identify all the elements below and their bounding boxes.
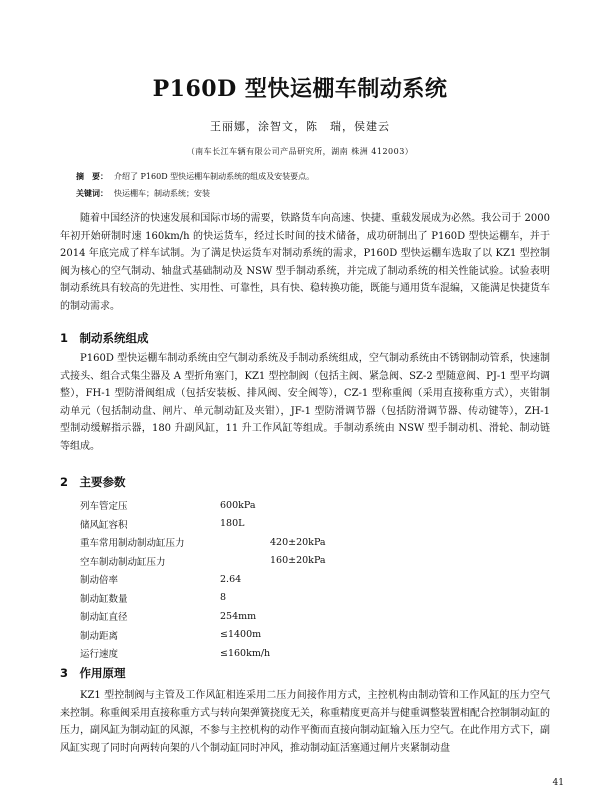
param-row (80, 589, 500, 608)
section-1-paragraph: P160D 型快运棚车制动系统由空气制动系统及手制动系统组成，空气制动系统由不锈钢制动管系，快速制式接头、组合式集尘器及 A 型折角塞门，KZ1 型控制阀（包括主阀、紧急阀、SZ-2 型随意阀、PJ-1 型平均调整），FH-1 型防滑阀组成（包括安装板、排风阀、安全阀等），CZ-1 型称重阀（采用直接称重方式），夹钳制动单元（包括制动盘、闸片、单元制动缸及夹钳），JF-1 型防滑调节器（包括防滑调节器、传动键等），ZH-1 型制动缓解指示器，180 升副风缸，11 升工作风缸等组成。手制动系统由 NSW 型手制动机、滑轮、制动链等组成。 (60, 353, 550, 452)
param-value: ≤1400m (220, 629, 262, 641)
section-1-heading: 1 制动系统组成 (60, 331, 149, 345)
affiliation: （南车长江车辆有限公司产品研究所，湖南 株洲 412003） (186, 147, 414, 156)
param-value: 254mm (220, 610, 257, 622)
param-label: 运行速度 (80, 649, 119, 661)
param-label: 制动缸直径 (80, 612, 128, 624)
paper-title: P160D 型快运棚车制动系统 (152, 76, 448, 102)
keywords (76, 187, 546, 200)
param-label: 储风缸容积 (80, 519, 128, 531)
param-value: 180L (220, 518, 245, 530)
param-value: ≤160km/h (220, 647, 271, 659)
param-value: 600kPa (220, 499, 256, 511)
parameter-table (80, 496, 500, 663)
keywords-label: 关键词： (76, 188, 108, 198)
param-label: 制动倍率 (80, 575, 119, 587)
param-label: 重车常用制动制动缸压力 (80, 538, 185, 550)
param-row (80, 570, 500, 589)
keywords-text: 快运棚车；制动系统；安装 (114, 189, 210, 198)
param-row (80, 626, 500, 645)
param-row (80, 496, 500, 515)
param-row (80, 533, 500, 552)
intro-paragraph: 随着中国经济的快速发展和国际市场的需要，铁路货车向高速、快捷、重载发展成为必然。我公司于 2000 年初开始研制时速 160km/h 的快运货车，经过长时间的技术储备，成功研制出了 P160D 型快运棚车，并于 2014 年底完成了样车试制。为了满足快运货车对制动系统的需求，P160D 型快运棚车选取了以 KZ1 型控制阀为核心的空气制动、轴盘式基础制动及 NSW 型手制动系统，并完成了制动系统的相关性能试验。试验表明制动系统具有较高的先进性、实用性、可靠性，具有快、稳转换功能，既能与通用货车混编，又能满足快捷货车的制动需求。 (60, 213, 550, 312)
page-number: 41 (552, 778, 564, 788)
param-row (80, 515, 500, 534)
param-value: 160±20kPa (270, 555, 326, 567)
abstract-text: 介绍了 P160D 型快运棚车制动系统的组成及安装要点。 (114, 172, 315, 181)
param-value: 420±20kPa (270, 536, 326, 548)
param-value: 8 (220, 592, 227, 604)
param-row (80, 607, 500, 626)
section-3-paragraph: KZ1 型控制阀与主管及工作风缸相连采用二压力间接作用方式，主控机构由制动管和工作风缸的压力空气来控制。称重阀采用直接称重方式与转向架弹簧挠度无关，称重精度更高并与健重调整装置相配合控制制动缸的压力，副风缸为制动缸的风源，不参与主控机构的动作平衡而直接向制动缸输入压力空气。在此作用方式下，副风缸实现了同时向两转向架的八个制动缸同时冲风，推动制动缸活塞通过闸片夹紧制动盘 (60, 690, 550, 754)
param-label: 制动缸数量 (80, 593, 128, 605)
param-label: 列车管定压 (80, 501, 128, 513)
author-list: 王丽娜，涂智文，陈 瑞，侯建云 (210, 120, 390, 133)
section-3-heading: 3 作用原理 (60, 666, 126, 680)
section-2-heading: 2 主要参数 (60, 475, 126, 489)
param-row (80, 644, 500, 663)
param-label: 制动距离 (80, 630, 119, 642)
param-value: 2.64 (220, 573, 242, 585)
abstract-label: 摘 要： (76, 171, 108, 181)
abstract (76, 170, 546, 183)
param-row (80, 552, 500, 571)
param-label: 空车制动制动缸压力 (80, 556, 166, 568)
